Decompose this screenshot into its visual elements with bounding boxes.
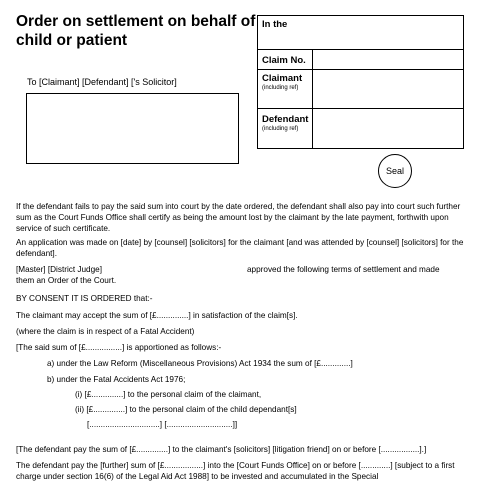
- claimant-row: [258, 69, 463, 108]
- address-box: [26, 93, 239, 164]
- claimant-label: Claimant: [262, 73, 303, 84]
- seal-circle: Seal: [378, 154, 412, 188]
- paragraph-accept-sum: The claimant may accept the sum of [£..............] in satisfaction of the claim[s].: [16, 311, 298, 320]
- paragraph-master-cont: them an Order of the Court.: [16, 276, 117, 285]
- paragraph-item-b: b) under the Fatal Accidents Act 1976;: [47, 375, 186, 384]
- defendant-label: Defendant: [262, 114, 309, 125]
- paragraph-application: An application was made on [date] by [counsel] [solicitors] for the claimant [and was attended by [counsel] [solicitors] for the defendant].: [16, 238, 464, 258]
- defendant-sub-label: (including ref): [262, 126, 299, 132]
- paragraph-item-a: a) under the Law Reform (Miscellaneous Provisions) Act 1934 the sum of [£.............]: [47, 359, 353, 368]
- page-title: Order on settlement on behalf of child or patient: [16, 13, 256, 49]
- addressee-line: To [Claimant] [Defendant] ['s Solicitor]: [27, 77, 177, 87]
- claim-no-row: [258, 49, 463, 69]
- paragraph-defendant-pay: [The defendant pay the sum of [£..............] to the claimant's [solicitors] [litigation friend] on or before [.................].]: [16, 445, 427, 454]
- claimant-sub-label: (including ref): [262, 85, 299, 91]
- paragraph-dependants: [...............................] [.............................]]: [87, 420, 238, 429]
- paragraph-fatal-note: (where the claim is in respect of a Fatal Accident): [16, 327, 195, 336]
- paragraph-further-sum: The defendant pay the [further] sum of [£.................] into the [Court Funds Office] on or before [.............] [subject to a first charge under section 16(6) of the Legal Aid Act 1988] to be invested and accumulated in the Special: [16, 461, 455, 481]
- paragraph-master-left: [Master] [District Judge]: [16, 265, 102, 274]
- paragraph-consent: BY CONSENT IT IS ORDERED that:-: [16, 294, 153, 303]
- paragraph-apportion: [The said sum of [£................] is apportioned as follows:-: [16, 343, 222, 352]
- claim-no-label: Claim No.: [262, 55, 306, 66]
- paragraph-late-payment: If the defendant fails to pay the said sum into court by the date ordered, the defendant shall also pay into court such further sum as the Court Funds Office shall certify as being the amount lost by the claimant by the late payment, forthwith upon service of such certificate.: [16, 202, 461, 233]
- defendant-row: [258, 108, 463, 149]
- paragraph-item-i: (i) [£..............] to the personal claim of the claimant,: [75, 390, 262, 399]
- header-table: [257, 15, 464, 149]
- in-the-label: In the: [262, 19, 288, 30]
- paragraph-item-ii: (ii) [£..............] to the personal claim of the child dependant[s]: [75, 405, 297, 414]
- paragraph-master-right: approved the following terms of settlement and made: [247, 265, 440, 274]
